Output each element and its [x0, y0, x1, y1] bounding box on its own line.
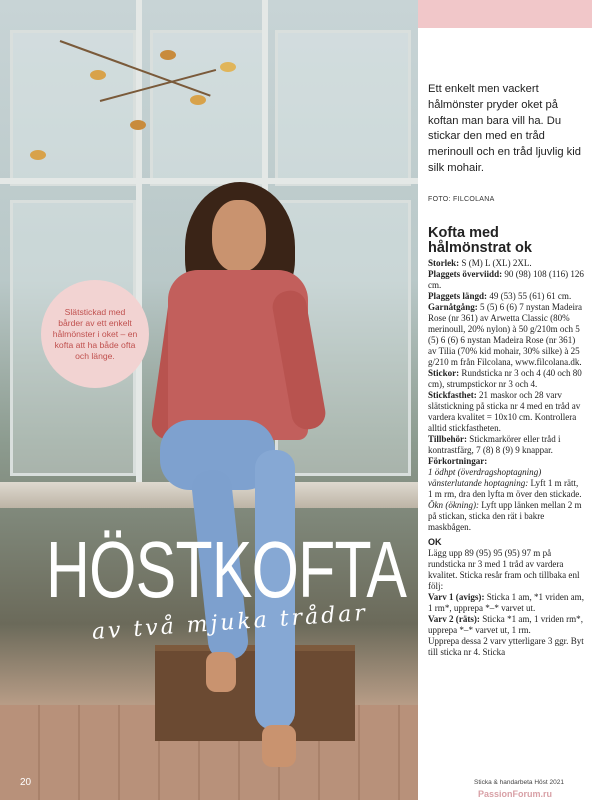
repeat-paragraph: Upprepa dessa 2 varv ytterligare 3 ggr. Byt till sticka nr 4. Sticka	[428, 636, 584, 657]
spec-size: Storlek: S (M) L (XL) 2XL.	[428, 258, 532, 268]
ok-paragraph: Lägg upp 89 (95) 95 (95) 97 m på rundsticka nr 3 med 1 tråd av vardera kvalitet. Sticka resår fram och tillbaka enl följ:	[428, 548, 580, 591]
abbrev-item: 1 ödhpt (överdragshoptagning) vänsterlutande hoptagning: Lyft 1 m rätt, 1 m rm, dra den lyfta m över den stickade.	[428, 467, 582, 499]
callout-text: Slätstickad med bårder av ett enkelt hålmönster i oket – en kofta att ha både ofta och länge.	[52, 306, 138, 361]
spec-width: Plaggets överviidd: 90 (98) 108 (116) 126 cm.	[428, 269, 584, 290]
spec-length: Plaggets längd: 49 (53) 55 (61) 61 cm.	[428, 291, 572, 301]
leaf	[160, 50, 176, 60]
spec-notions: Tillbehör: Stickmarkörer eller tråd i kontrastfärg, 7 (8) 8 (9) 9 knappar.	[428, 434, 561, 455]
spec-yarn: Garnåtgång: 5 (5) 6 (6) 7 nystan Madeira Rose (nr 361) av Arwetta Classic (80% merinoull, 20% nylon) à 50 g/210m och 5 (5) 6 (6) 6 nystan Madeira Rose (nr 361) av Tilia (70% kid mohair, 30% silke) à 25 g/210 m från Filcolana, www.filcolana.dk.	[428, 302, 583, 367]
greenhouse-window	[275, 30, 411, 186]
section-heading-ok: OK	[428, 537, 442, 547]
pattern-instructions	[428, 258, 584, 658]
window-frame	[136, 0, 142, 485]
spec-needles: Stickor: Rundsticka nr 3 och 4 (40 och 80 cm), strumpstickor nr 3 och 4.	[428, 368, 582, 389]
greenhouse-window	[10, 30, 136, 186]
leaf	[130, 120, 146, 130]
row-2: Varv 2 (räts): Sticka *1 am, 1 vriden rm*, upprepa *–* varvet ut, 1 rm.	[428, 614, 583, 635]
model-foot	[206, 652, 236, 692]
model-face	[212, 200, 266, 272]
pattern-heading: Kofta med hålmönstrat ok	[428, 225, 532, 256]
photo-credit: FOTO: FILCOLANA	[428, 196, 495, 203]
leaf	[220, 62, 236, 72]
magazine-reference: Sticka & handarbeta Höst 2021	[474, 779, 564, 786]
window-frame	[0, 178, 418, 184]
intro-text: Ett enkelt men vackert hålmönster pryder oket på koftan man bara vill ha. Du stickar den med en tråd merinoull och en tråd ljuvlig kid silk mohair.	[428, 83, 581, 174]
leaf	[30, 150, 46, 160]
watermark: PassionForum.ru	[478, 789, 553, 799]
leaf	[90, 70, 106, 80]
model-foot	[262, 725, 296, 767]
abbrev-heading: Förkortningar:	[428, 456, 488, 466]
abbrev-item: Ökn (ökning): Lyft upp länken mellan 2 m på stickan, sticka den rät i bakre maskbågen.	[428, 500, 582, 532]
spec-gauge: Stickfasthet: 21 maskor och 28 varv slätstickning på sticka nr 4 med en tråd av vardera kvalitet = 10x10 cm. Kontrollera alltid stickfastheten.	[428, 390, 581, 433]
page-title: HÖSTKOFTA	[46, 525, 407, 614]
page-subtitle: av två mjuka trådar	[91, 600, 369, 645]
leaf	[190, 95, 206, 105]
accent-bar	[418, 0, 592, 28]
row-1: Varv 1 (avigs): Sticka 1 am, *1 vriden am, 1 rm*, upprepa *–* varvet ut.	[428, 592, 584, 613]
callout-bubble	[41, 280, 149, 388]
page-number: 20	[20, 777, 32, 788]
